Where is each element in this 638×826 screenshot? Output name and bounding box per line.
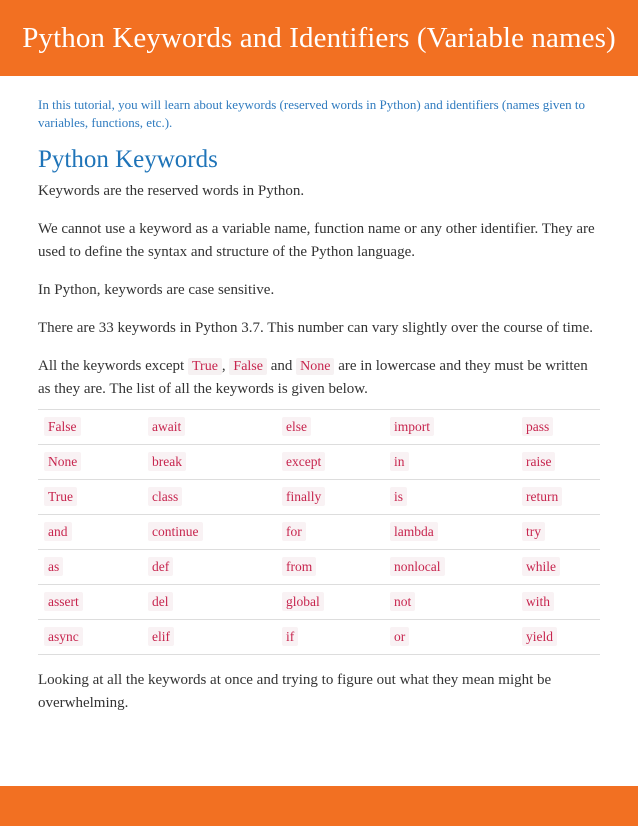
keyword: global bbox=[282, 592, 324, 611]
keyword: def bbox=[148, 557, 173, 576]
table-cell bbox=[276, 480, 384, 515]
keywords-table-body bbox=[38, 410, 600, 655]
table-row bbox=[38, 620, 600, 655]
keyword: async bbox=[44, 627, 83, 646]
keyword: class bbox=[148, 487, 182, 506]
keyword: continue bbox=[148, 522, 203, 541]
table-cell bbox=[516, 620, 600, 655]
page-title: Python Keywords and Identifiers (Variable names) bbox=[22, 21, 616, 54]
table-cell bbox=[142, 620, 276, 655]
paragraph-reserved-words: Keywords are the reserved words in Python. bbox=[38, 183, 305, 199]
table-cell bbox=[276, 445, 384, 480]
keyword: not bbox=[390, 592, 415, 611]
keyword: None bbox=[44, 452, 81, 471]
table-cell bbox=[38, 550, 142, 585]
keyword: except bbox=[282, 452, 325, 471]
lowercase-text-sep1: , bbox=[221, 358, 230, 374]
table-row bbox=[38, 480, 600, 515]
table-cell bbox=[276, 515, 384, 550]
lowercase-text-after: are in lowercase and they must be written as they are. The list of all the keywords is given below. bbox=[38, 358, 588, 397]
table-cell bbox=[516, 585, 600, 620]
keyword: is bbox=[390, 487, 407, 506]
keyword: True bbox=[44, 487, 77, 506]
inline-keyword-none: None bbox=[296, 358, 334, 375]
table-cell bbox=[142, 480, 276, 515]
keyword: del bbox=[148, 592, 173, 611]
keyword: raise bbox=[522, 452, 555, 471]
paragraph-cannot-use: We cannot use a keyword as a variable name, function name or any other identifier. They are used to define the syntax and structure of the Python language. bbox=[38, 221, 595, 260]
table-row bbox=[38, 585, 600, 620]
keyword: with bbox=[522, 592, 554, 611]
table-cell bbox=[142, 550, 276, 585]
table-cell bbox=[384, 620, 516, 655]
table-cell bbox=[142, 515, 276, 550]
keyword: pass bbox=[522, 417, 553, 436]
keyword: import bbox=[390, 417, 434, 436]
keyword: and bbox=[44, 522, 72, 541]
keyword: assert bbox=[44, 592, 83, 611]
inline-keyword-true: True bbox=[188, 358, 222, 375]
intro-text: In this tutorial, you will learn about keywords (reserved words in Python) and identifiers (names given to variables, functions, etc.). bbox=[38, 97, 585, 130]
table-cell bbox=[516, 480, 600, 515]
table-cell bbox=[38, 410, 142, 445]
table-cell bbox=[38, 620, 142, 655]
table-cell bbox=[384, 480, 516, 515]
keyword: if bbox=[282, 627, 298, 646]
paragraph-case-sensitive: In Python, keywords are case sensitive. bbox=[38, 282, 275, 298]
keyword: in bbox=[390, 452, 409, 471]
table-cell bbox=[276, 410, 384, 445]
keywords-table bbox=[38, 409, 600, 655]
table-row bbox=[38, 515, 600, 550]
table-cell bbox=[384, 445, 516, 480]
table-row bbox=[38, 445, 600, 480]
keyword: lambda bbox=[390, 522, 438, 541]
table-cell bbox=[384, 515, 516, 550]
keyword: else bbox=[282, 417, 311, 436]
table-cell bbox=[516, 550, 600, 585]
table-cell bbox=[38, 480, 142, 515]
paragraph-overwhelming: Looking at all the keywords at once and trying to figure out what they mean might be overwhelming. bbox=[38, 672, 552, 711]
bottom-banner bbox=[0, 786, 638, 826]
keyword: finally bbox=[282, 487, 325, 506]
table-cell bbox=[276, 585, 384, 620]
table-row bbox=[38, 410, 600, 445]
table-cell bbox=[142, 585, 276, 620]
keyword: or bbox=[390, 627, 409, 646]
keyword: nonlocal bbox=[390, 557, 445, 576]
keyword: while bbox=[522, 557, 560, 576]
keyword: for bbox=[282, 522, 306, 541]
keyword: from bbox=[282, 557, 316, 576]
table-cell bbox=[276, 550, 384, 585]
table-cell bbox=[384, 585, 516, 620]
table-cell bbox=[276, 620, 384, 655]
table-row bbox=[38, 550, 600, 585]
main-content bbox=[38, 96, 600, 730]
lowercase-text-sep2: and bbox=[266, 358, 297, 374]
keyword: await bbox=[148, 417, 185, 436]
table-cell bbox=[516, 410, 600, 445]
top-banner bbox=[0, 0, 638, 76]
keyword: break bbox=[148, 452, 186, 471]
keyword: yield bbox=[522, 627, 557, 646]
table-cell bbox=[516, 515, 600, 550]
keyword: try bbox=[522, 522, 545, 541]
inline-keyword-false: False bbox=[229, 358, 267, 375]
table-cell bbox=[516, 445, 600, 480]
table-cell bbox=[142, 445, 276, 480]
keyword: False bbox=[44, 417, 81, 436]
section-title: Python Keywords bbox=[38, 146, 218, 173]
keyword: return bbox=[522, 487, 562, 506]
paragraph-lowercase bbox=[38, 355, 600, 401]
table-cell bbox=[142, 410, 276, 445]
keyword: elif bbox=[148, 627, 174, 646]
table-cell bbox=[38, 445, 142, 480]
table-cell bbox=[384, 410, 516, 445]
table-cell bbox=[38, 515, 142, 550]
paragraph-keyword-count: There are 33 keywords in Python 3.7. This number can vary slightly over the course of time. bbox=[38, 320, 594, 336]
keyword: as bbox=[44, 557, 63, 576]
table-cell bbox=[38, 585, 142, 620]
table-cell bbox=[384, 550, 516, 585]
lowercase-text-before: All the keywords except bbox=[38, 358, 188, 374]
